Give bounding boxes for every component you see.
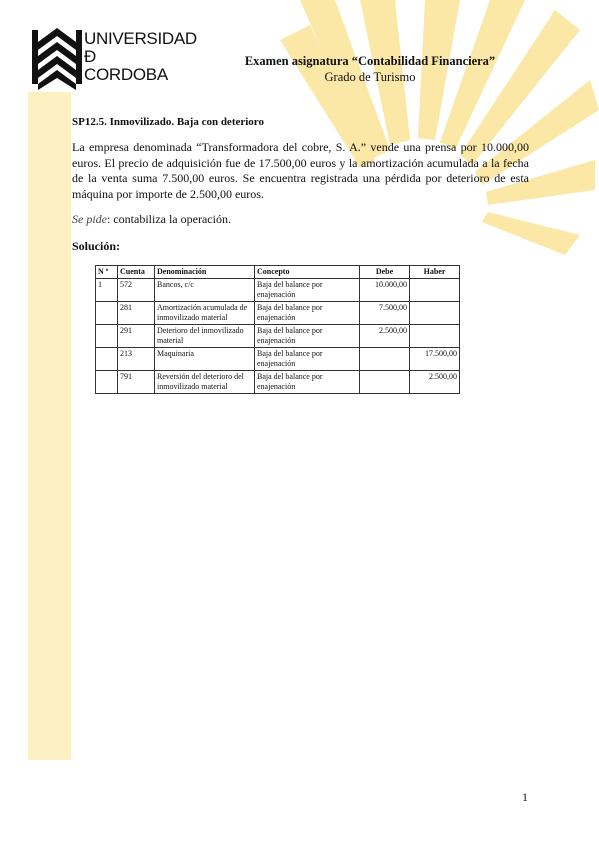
exercise-title: SP12.5. Inmovilizado. Baja con deterioro [72,116,264,128]
table-header-row [96,266,460,279]
col-header-debit: Debe [360,266,410,279]
document-header [200,54,540,85]
task-text: : contabiliza la operación. [107,212,231,226]
cell-name: Deterioro del inmovilizado material [155,325,255,348]
col-header-account: Cuenta [118,266,155,279]
cell-account: 281 [118,302,155,325]
solution-heading: Solución: [72,239,121,253]
cell-debit: 2.500,00 [360,325,410,348]
cell-credit: 2.500,00 [410,371,460,394]
cell-number [96,302,118,325]
cell-number [96,348,118,371]
col-header-credit: Haber [410,266,460,279]
sunburst-watermark [250,0,599,260]
table-row [96,371,460,394]
col-header-concept: Concepto [255,266,360,279]
cell-debit: 10.000,00 [360,279,410,302]
table-row [96,348,460,371]
logo-line-3: CORDOBA [84,65,168,84]
cell-debit [360,348,410,371]
cell-name: Maquinaria [155,348,255,371]
degree-name: Grado de Turismo [324,70,416,84]
cell-concept: Baja del balance por enajenación [255,348,360,371]
table-row [96,325,460,348]
table-row [96,279,460,302]
university-name [84,30,197,84]
journal-entry-table [95,265,460,394]
cell-name: Amortización acumulada de inmovilizado material [155,302,255,325]
cell-concept: Baja del balance por enajenación [255,325,360,348]
yellow-margin-band [28,92,71,760]
university-crest-icon [30,22,84,92]
cell-number [96,371,118,394]
logo-line-1: UNIVERSIDAD [84,29,197,48]
col-header-name: Denominación [155,266,255,279]
cell-credit [410,302,460,325]
page-number: 1 [522,790,528,804]
cell-name: Reversión del deterioro del inmovilizado material [155,371,255,394]
cell-credit: 17.500,00 [410,348,460,371]
cell-debit [360,371,410,394]
cell-credit [410,279,460,302]
cell-concept: Baja del balance por enajenación [255,371,360,394]
cell-concept: Baja del balance por enajenación [255,279,360,302]
cell-concept: Baja del balance por enajenación [255,302,360,325]
exercise-statement: La empresa denominada “Transformadora del cobre, S. A.” vende una prensa por 10.000,00 euros. El precio de adquisición fue de 17.500,00 euros y la amortización acumulada a la fecha de la venta suma 7.500,00 euros. Se encuentra registrada una pérdida por deterioro de esta máquina por importe de 2.500,00 euros. [72,140,529,201]
cell-number: 1 [96,279,118,302]
col-header-number: N º [96,266,118,279]
cell-account: 791 [118,371,155,394]
cell-number [96,325,118,348]
logo-line-2: Ð [84,47,96,66]
cell-account: 213 [118,348,155,371]
cell-account: 291 [118,325,155,348]
cell-account: 572 [118,279,155,302]
cell-debit: 7.500,00 [360,302,410,325]
table-row [96,302,460,325]
task-instruction [72,212,231,227]
cell-name: Bancos, c/c [155,279,255,302]
exam-title: Examen asignatura “Contabilidad Financiera” [244,54,496,68]
cell-credit [410,325,460,348]
task-label: Se pide [72,212,107,226]
